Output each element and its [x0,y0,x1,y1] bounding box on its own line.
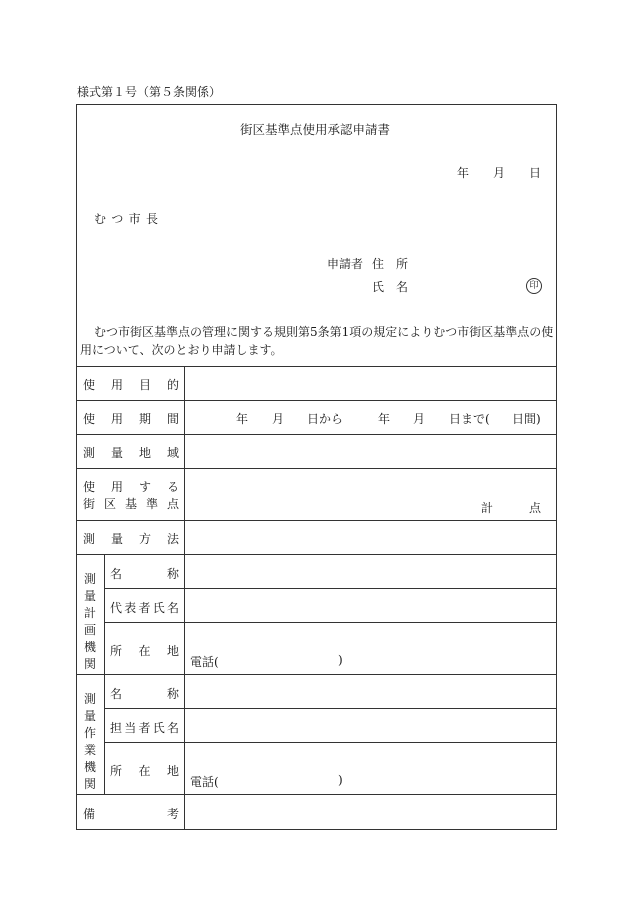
label-char: 量 [110,446,123,460]
label-char: 所 [110,644,123,658]
label-char: 氏 [152,601,165,615]
period-days: 日間) [512,412,541,426]
plan-org-rep-label [110,599,179,616]
work-org-name-label [110,685,179,702]
row-line [76,400,557,401]
label-char: 機 [83,640,96,654]
label-char: 者 [138,601,151,615]
period-day-from: 日から [307,412,344,426]
label-char: 画 [83,623,96,637]
label-char: 名 [166,601,179,615]
plan-org-location-label [110,642,179,659]
label-char: 期 [138,412,151,426]
addressee [94,210,158,227]
label-char: 名 [110,567,123,581]
label-char: 使 [83,412,96,426]
points-total-label: 計 [481,501,494,515]
label-char: 市 [128,212,141,226]
purpose-label [83,376,179,393]
label-char: 用 [110,480,123,494]
label-char: 称 [166,567,179,581]
method-label [83,530,179,547]
points-label-line2 [83,495,179,512]
label-char: 点 [166,497,179,511]
row-line [76,520,557,521]
label-char: 在 [138,764,151,778]
period-day-to: 日まで( [449,412,490,426]
label-char: 地 [166,764,179,778]
label-char: 使 [83,480,96,494]
table-top-line [76,366,557,367]
label-char: 業 [83,743,96,757]
label-char: 測 [83,692,96,706]
work-org-label [82,690,98,791]
label-char: 考 [166,807,179,821]
label-char: 所 [110,764,123,778]
label-char: 者 [138,721,151,735]
applicant-label: 申請者 [327,257,364,271]
body-line-2: 用について、次のとおり申請します。 [80,343,283,357]
points-unit-label: 点 [529,501,542,515]
label-char: る [166,480,179,494]
label-char: 測 [83,446,96,460]
label-char: 測 [83,532,96,546]
label-char: 的 [166,378,179,392]
label-char: 備 [83,807,96,821]
label-char: 氏 [372,280,385,294]
seal-mark: 印 [526,278,542,294]
label-char: 法 [166,532,179,546]
date-year: 年 [457,166,470,180]
label-char: 準 [145,497,158,511]
label-char: 在 [138,644,151,658]
label-char: 計 [83,606,96,620]
row-line [76,794,557,795]
applicant-name-label [372,278,408,295]
applicant-address-label [372,255,408,272]
period-year-to: 年 [378,412,391,426]
plan-org-phone-label: 電話( [190,655,219,669]
period-year-from: 年 [236,412,249,426]
remarks-label [83,805,179,822]
label-char: 量 [83,589,96,603]
row-line [76,434,557,435]
plan-org-phone-close: ) [338,653,343,667]
period-label [83,410,179,427]
label-char: 代 [110,601,123,615]
period-month-from: 月 [272,412,285,426]
label-char: 名 [166,721,179,735]
row-line [76,674,557,675]
label-char: 関 [83,657,96,671]
work-org-phone-label: 電話( [190,775,219,789]
row-line [76,468,557,469]
label-char: 域 [166,446,179,460]
work-org-phone-close: ) [338,773,343,787]
plan-org-name-label [110,565,179,582]
label-char: 街 [83,497,96,511]
label-char: 名 [110,687,123,701]
row-line [76,554,557,555]
label-char: つ [111,212,124,226]
label-char: 表 [124,601,137,615]
label-char: 基 [124,497,137,511]
label-char: 作 [83,726,96,740]
label-char: む [94,212,107,226]
label-char: 当 [124,721,137,735]
work-org-rep-label [110,719,179,736]
label-char: 区 [103,497,116,511]
label-char: 測 [83,572,96,586]
label-char: 称 [166,687,179,701]
row-line [104,708,557,709]
label-char: 間 [166,412,179,426]
date-month: 月 [493,166,506,180]
label-char: 用 [110,378,123,392]
body-line-1: むつ市街区基準点の管理に関する規則第5条第1項の規定によりむつ市街区基準点の使 [94,325,554,339]
label-char: 目 [138,378,151,392]
label-char: 担 [110,721,123,735]
date-day: 日 [529,166,542,180]
label-char: 氏 [152,721,165,735]
row-line [104,588,557,589]
label-char: 地 [166,644,179,658]
label-char: 方 [138,532,151,546]
row-line [104,622,557,623]
label-char: 量 [110,532,123,546]
column-line [184,366,185,829]
label-char: 機 [83,760,96,774]
label-char: 住 [372,257,385,271]
label-char: 使 [83,378,96,392]
label-char: 名 [395,280,408,294]
form-number: 様式第１号（第５条関係） [77,85,222,99]
label-char: 関 [83,777,96,791]
area-label [83,444,179,461]
row-line [104,742,557,743]
label-char: 長 [145,212,158,226]
form-title: 街区基準点使用承認申請書 [240,122,391,137]
label-char: す [138,480,151,494]
label-char: 所 [395,257,408,271]
plan-org-label [82,570,98,671]
label-char: 用 [110,412,123,426]
label-char: 量 [83,709,96,723]
label-char: 地 [138,446,151,460]
work-org-location-label [110,762,179,779]
period-month-to: 月 [413,412,426,426]
points-label-line1 [83,478,179,495]
column-line [104,554,105,794]
